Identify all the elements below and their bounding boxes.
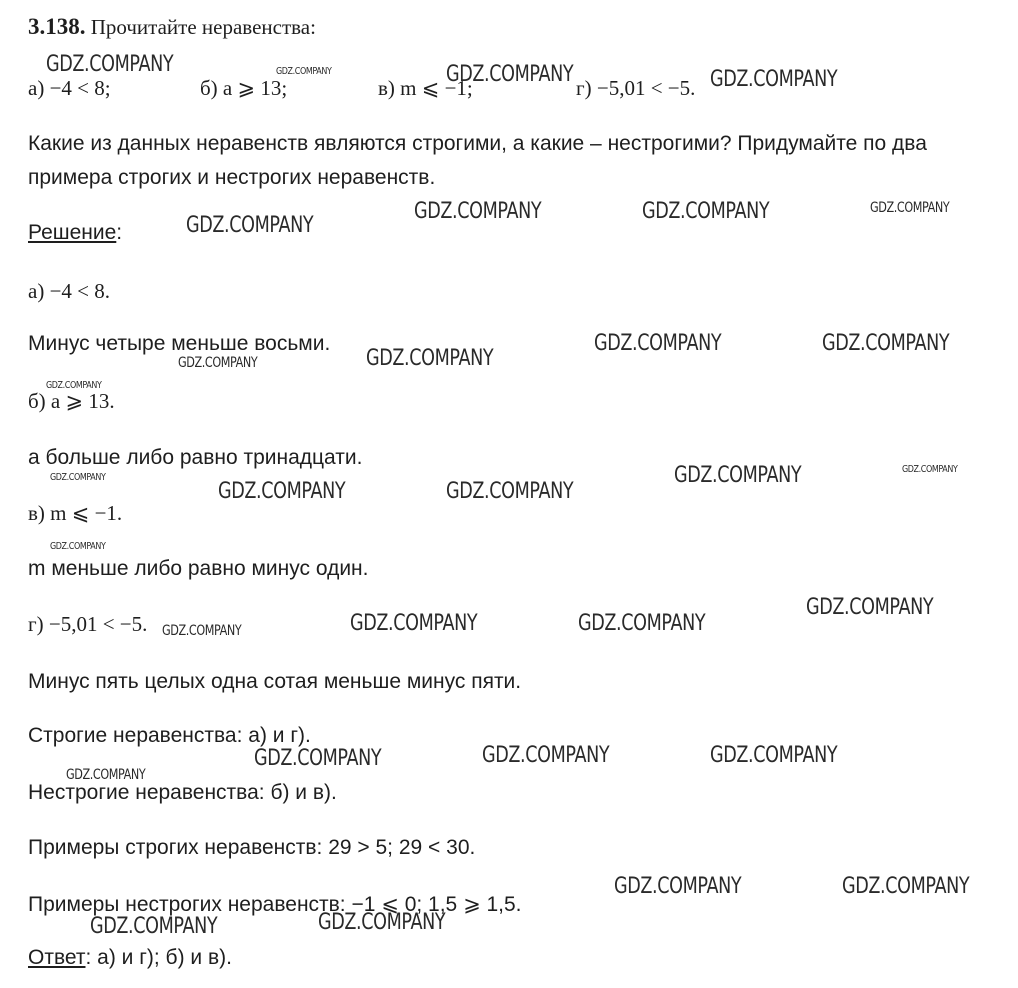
step-a-words: Минус четыре меньше восьми.	[28, 332, 331, 355]
step-d: г) −5,01 < −5.	[28, 612, 148, 636]
watermark-text: GDZ.COMPANY	[674, 463, 802, 488]
watermark-text: GDZ.COMPANY	[218, 479, 346, 504]
watermark-text: GDZ.COMPANY	[414, 199, 542, 224]
watermark-text: GDZ.COMPANY	[50, 541, 106, 552]
solution-heading-colon: :	[116, 221, 123, 244]
watermark-text: GDZ.COMPANY	[482, 743, 610, 768]
watermark-text: GDZ.COMPANY	[870, 200, 950, 216]
watermark-text: GDZ.COMPANY	[90, 914, 218, 939]
watermark-text: GDZ.COMPANY	[46, 380, 102, 391]
watermark-text: GDZ.COMPANY	[318, 910, 446, 935]
step-b: б) a ⩾ 13.	[28, 389, 115, 413]
step-c: в) m ⩽ −1.	[28, 501, 123, 525]
watermark-text: GDZ.COMPANY	[710, 67, 838, 92]
problem-header	[28, 14, 316, 40]
watermark-text: GDZ.COMPANY	[350, 611, 478, 636]
watermark-text: GDZ.COMPANY	[578, 611, 706, 636]
inequality-d: г) −5,01 < −5.	[576, 76, 696, 100]
watermark-text: GDZ.COMPANY	[446, 479, 574, 504]
watermark-text: GDZ.COMPANY	[254, 746, 382, 771]
watermark-text: GDZ.COMPANY	[46, 52, 174, 77]
problem-question: Какие из данных неравенств являются строгими, а какие – нестрогими? Придумайте по два примера строгих и нестрогих неравенств.	[28, 132, 927, 189]
answer-text: : а) и г); б) и в).	[85, 946, 232, 969]
watermark-text: GDZ.COMPANY	[842, 874, 970, 899]
strict-examples: Примеры строгих неравенств: 29 > 5; 29 < 30.	[28, 836, 476, 859]
watermark-text: GDZ.COMPANY	[186, 213, 314, 238]
watermark-text: GDZ.COMPANY	[822, 331, 950, 356]
problem-prompt: Прочитайте неравенства:	[90, 15, 316, 39]
step-a: а) −4 < 8.	[28, 279, 111, 303]
watermark-text: GDZ.COMPANY	[446, 62, 574, 87]
problem-number: 3.138.	[28, 14, 86, 39]
watermark-text: GDZ.COMPANY	[366, 346, 494, 371]
inequality-c: в) m ⩽ −1;	[378, 76, 473, 100]
answer-label: Ответ	[28, 946, 86, 969]
step-b-words: а больше либо равно тринадцати.	[28, 446, 363, 469]
watermark-text: GDZ.COMPANY	[806, 595, 934, 620]
inequality-b: б) a ⩾ 13;	[200, 76, 288, 100]
watermark-text: GDZ.COMPANY	[66, 767, 146, 783]
watermark-text: GDZ.COMPANY	[178, 355, 258, 371]
inequality-a: а) −4 < 8;	[28, 76, 111, 100]
watermark-text: GDZ.COMPANY	[276, 66, 332, 77]
nonstrict-examples: Примеры нестрогих неравенств: −1 ⩽ 0; 1,5 ⩾ 1,5.	[28, 893, 522, 916]
watermark-text: GDZ.COMPANY	[594, 331, 722, 356]
nonstrict-summary: Нестрогие неравенства: б) и в).	[28, 781, 337, 804]
watermark-text: GDZ.COMPANY	[710, 743, 838, 768]
strict-summary: Строгие неравенства: а) и г).	[28, 724, 311, 747]
watermark-text: GDZ.COMPANY	[902, 464, 958, 475]
watermark-text: GDZ.COMPANY	[642, 199, 770, 224]
watermark-text: GDZ.COMPANY	[50, 472, 106, 483]
solution-heading	[28, 221, 122, 245]
answer-line	[28, 946, 232, 970]
watermark-text: GDZ.COMPANY	[614, 874, 742, 899]
watermark-text: GDZ.COMPANY	[162, 623, 242, 639]
step-d-words: Минус пять целых одна сотая меньше минус пяти.	[28, 670, 522, 693]
step-c-words: m меньше либо равно минус один.	[28, 557, 369, 580]
solution-heading-label: Решение	[28, 221, 117, 244]
